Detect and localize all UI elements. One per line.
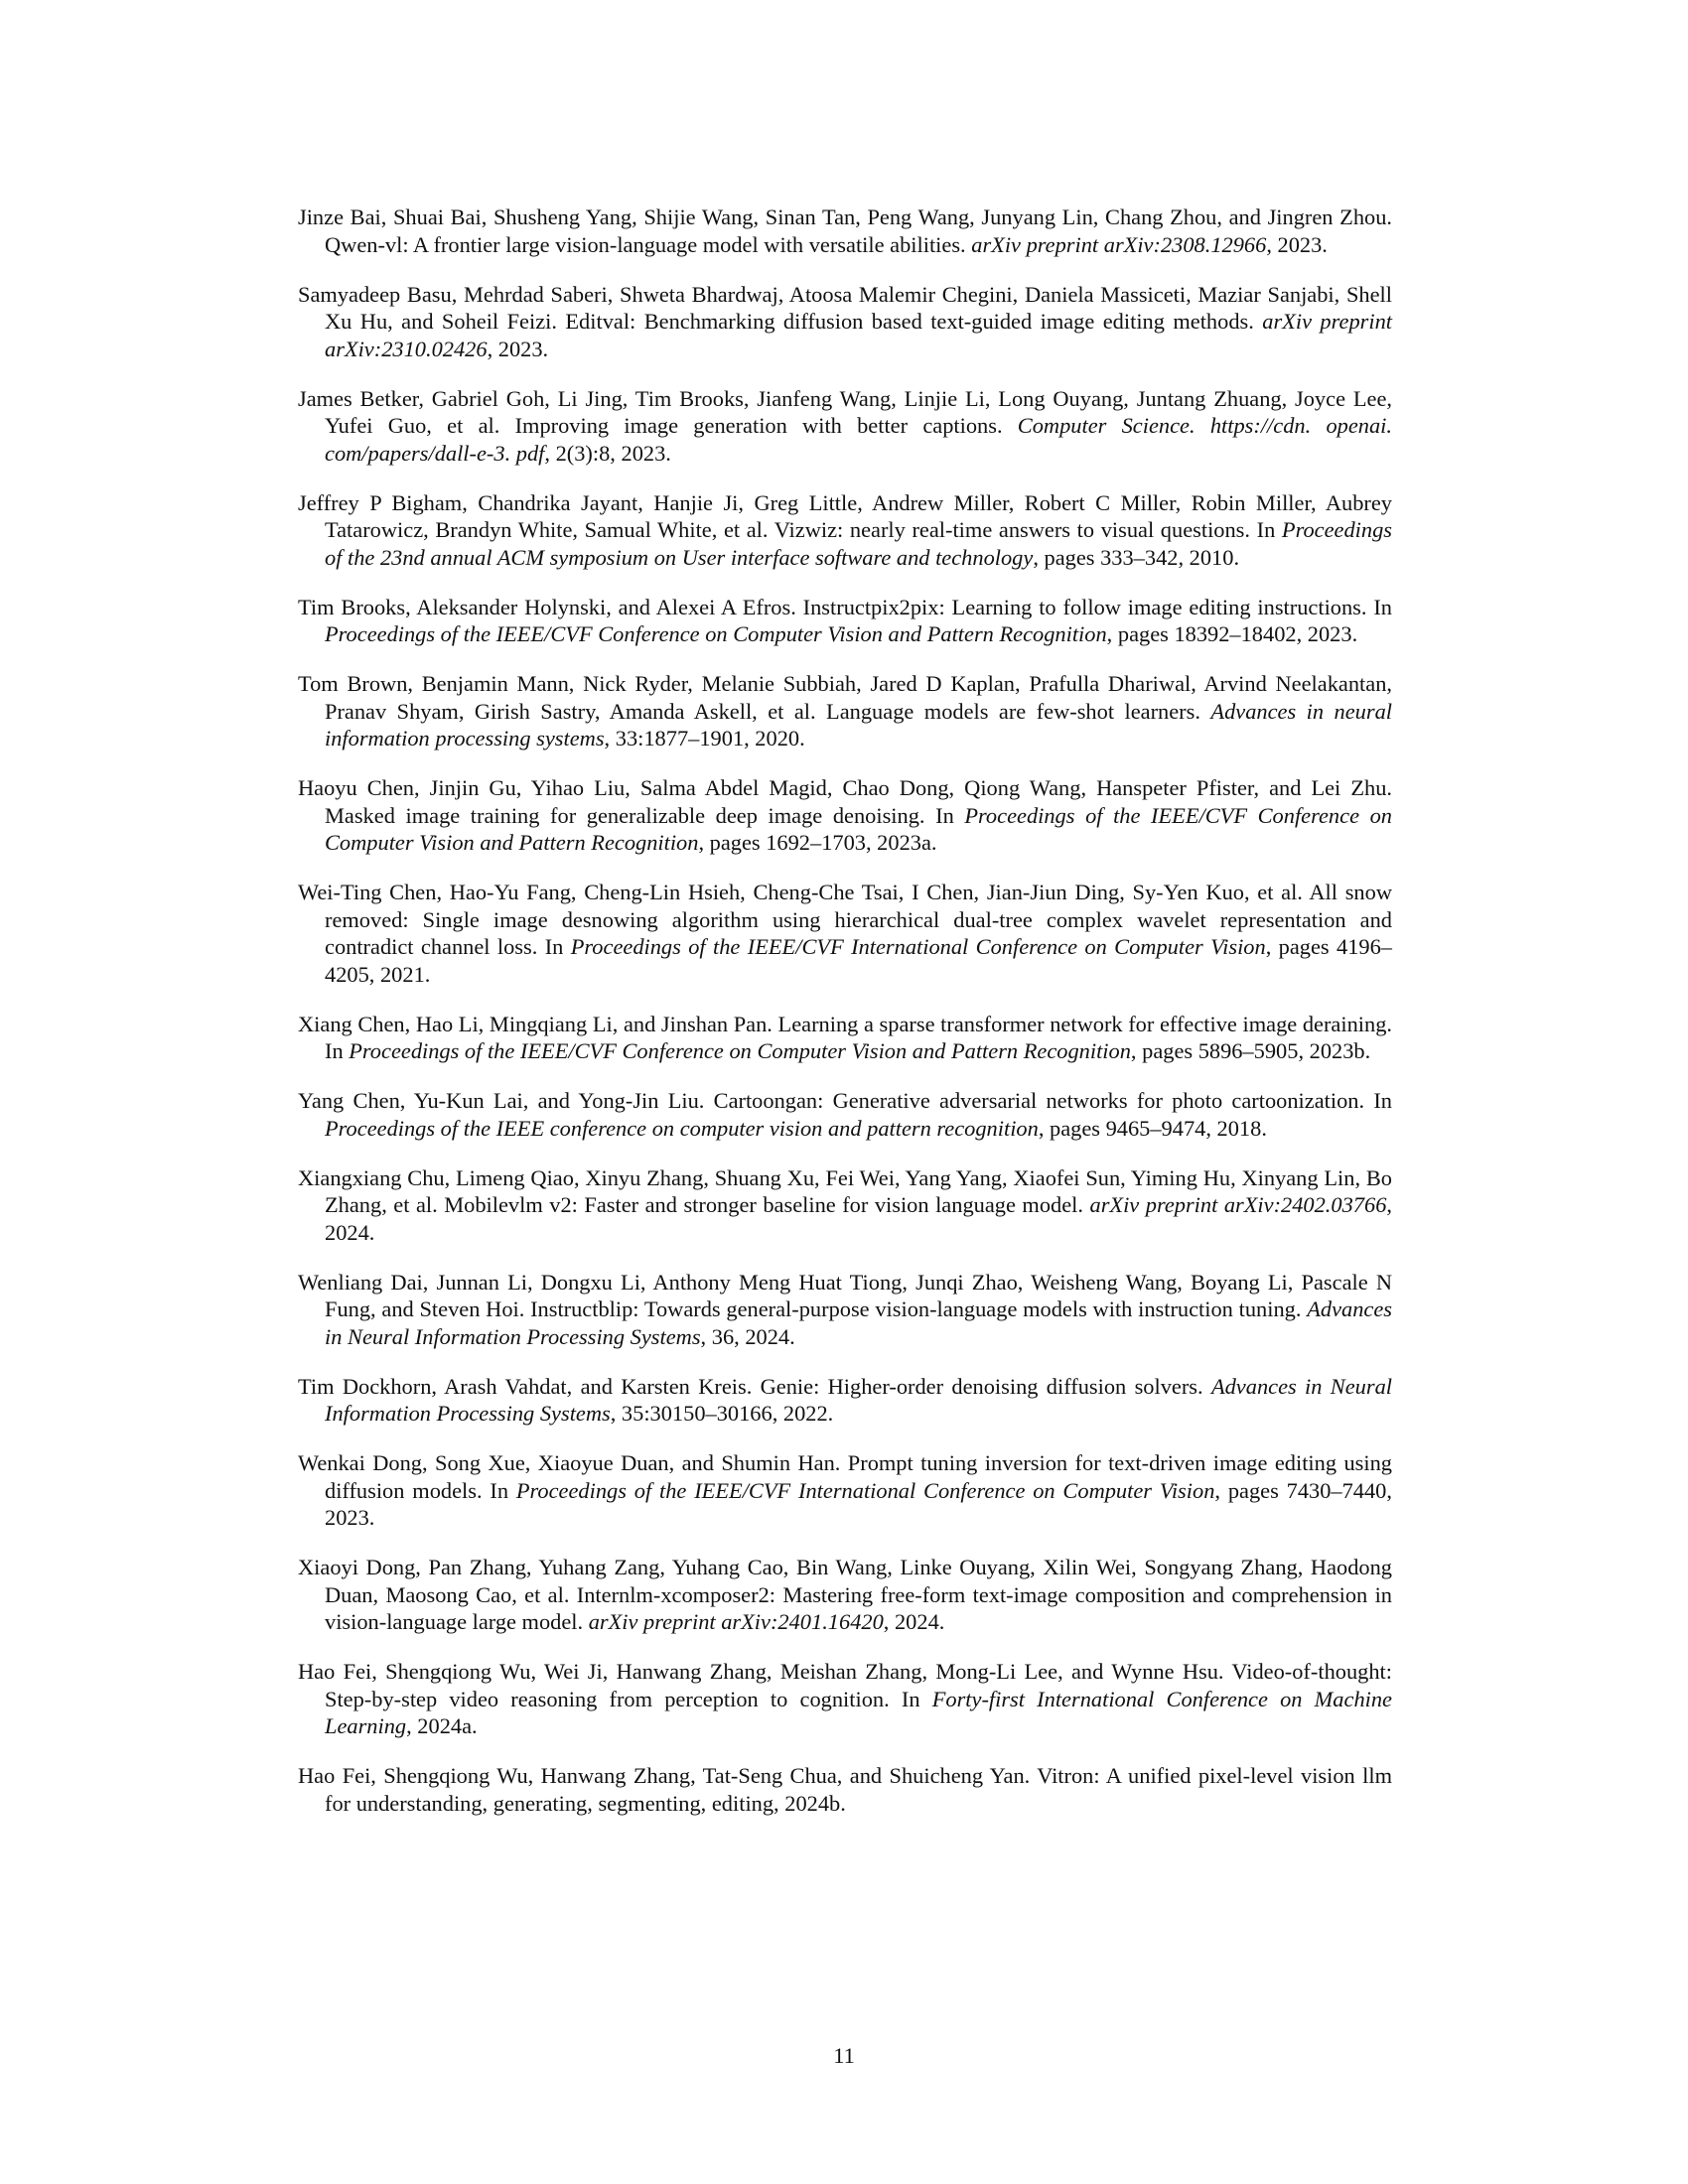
reference-venue: Advances in Neural Information Processing Systems bbox=[325, 1297, 1392, 1349]
reference-text: Jeffrey P Bigham, Chandrika Jayant, Hanjie Ji, Greg Little, Andrew Miller, Robert C Miller, Robin Miller, Aubrey Tatarowicz, Brandyn White, Samual White, et al. Vizwiz: nearly real-time answers to visual questions. In bbox=[298, 489, 1392, 542]
reference-text: Haoyu Chen, Jinjin Gu, Yihao Liu, Salma Abdel Magid, Chao Dong, Qiong Wang, Hanspeter Pfister, and Lei Zhu. Masked image training for generalizable deep image denoising. In bbox=[298, 775, 1392, 828]
reference-entry bbox=[298, 1762, 1392, 1817]
reference-details: , 2024. bbox=[325, 1192, 1392, 1245]
reference-venue: arXiv preprint arXiv:2308.12966 bbox=[971, 231, 1267, 257]
reference-details: , 36, 2024. bbox=[700, 1323, 795, 1349]
reference-venue: Forty-first International Conference on Machine Learning bbox=[325, 1686, 1392, 1738]
reference-details: , 2023. bbox=[487, 336, 549, 361]
reference-entry bbox=[298, 1164, 1392, 1247]
reference-entry bbox=[298, 1658, 1392, 1740]
reference-venue: Computer Science. https://cdn. openai. com/papers/dall-e-3. pdf bbox=[325, 413, 1392, 466]
reference-entry bbox=[298, 670, 1392, 752]
reference-venue: Proceedings of the 23nd annual ACM symposium on User interface software and technology bbox=[325, 517, 1392, 570]
reference-text: Tim Brooks, Aleksander Holynski, and Alexei A Efros. Instructpix2pix: Learning to follow image editing instructions. In bbox=[298, 594, 1392, 619]
reference-venue: Advances in neural information processing systems bbox=[325, 698, 1392, 751]
reference-text: Wenkai Dong, Song Xue, Xiaoyue Duan, and Shumin Han. Prompt tuning inversion for text-driven image editing using diffusion models. In bbox=[298, 1450, 1392, 1503]
reference-venue: Proceedings of the IEEE/CVF Conference on Computer Vision and Pattern Recognition bbox=[325, 802, 1392, 855]
reference-details: , pages 1692–1703, 2023a. bbox=[698, 830, 937, 855]
reference-details: , 2024a. bbox=[406, 1713, 478, 1738]
reference-venue: Proceedings of the IEEE/CVF International Conference on Computer Vision bbox=[515, 1477, 1215, 1503]
reference-details: , 2023. bbox=[1266, 231, 1328, 257]
reference-entry bbox=[298, 1087, 1392, 1142]
reference-text: Xiaoyi Dong, Pan Zhang, Yuhang Zang, Yuhang Cao, Bin Wang, Linke Ouyang, Xilin Wei, Songyang Zhang, Haodong Duan, Maosong Cao, et al. Internlm-xcomposer2: Mastering free-form text-image composition and comprehension in vision-language large model. bbox=[298, 1555, 1392, 1634]
reference-entry bbox=[298, 1554, 1392, 1636]
reference-venue: arXiv preprint arXiv:2401.16420 bbox=[588, 1609, 884, 1634]
reference-text: James Betker, Gabriel Goh, Li Jing, Tim Brooks, Jianfeng Wang, Linjie Li, Long Ouyang, Juntang Zhuang, Joyce Lee, Yufei Guo, et al. Improving image generation with better captions. bbox=[298, 385, 1392, 438]
reference-details: , pages 5896–5905, 2023b. bbox=[1130, 1038, 1371, 1063]
reference-venue: Proceedings of the IEEE conference on computer vision and pattern recognition bbox=[325, 1115, 1039, 1141]
reference-text: Hao Fei, Shengqiong Wu, Wei Ji, Hanwang Zhang, Meishan Zhang, Mong-Li Lee, and Wynne Hsu. Video-of-thought: Step-by-step video reasoning from perception to cognition. In bbox=[298, 1659, 1392, 1711]
reference-entry bbox=[298, 879, 1392, 988]
reference-venue: Proceedings of the IEEE/CVF Conference on Computer Vision and Pattern Recognition bbox=[325, 621, 1107, 646]
reference-text: Xiangxiang Chu, Limeng Qiao, Xinyu Zhang, Shuang Xu, Fei Wei, Yang Yang, Xiaofei Sun, Yiming Hu, Xinyang Lin, Bo Zhang, et al. Mobilevlm v2: Faster and stronger baseline for vision language model. bbox=[298, 1164, 1392, 1217]
reference-details: , pages 9465–9474, 2018. bbox=[1038, 1115, 1267, 1141]
reference-entry bbox=[298, 281, 1392, 363]
reference-entry bbox=[298, 204, 1392, 258]
reference-details: , pages 333–342, 2010. bbox=[1033, 544, 1240, 570]
reference-text: Jinze Bai, Shuai Bai, Shusheng Yang, Shijie Wang, Sinan Tan, Peng Wang, Junyang Lin, Chang Zhou, and Jingren Zhou. Qwen-vl: A frontier large vision-language model with versatile abilities. bbox=[298, 205, 1392, 257]
reference-list bbox=[298, 204, 1392, 1840]
reference-details: , pages 4196–4205, 2021. bbox=[325, 934, 1392, 987]
reference-entry bbox=[298, 1011, 1392, 1065]
page-number: 11 bbox=[833, 2043, 855, 2068]
reference-text: Hao Fei, Shengqiong Wu, Hanwang Zhang, Tat-Seng Chua, and Shuicheng Yan. Vitron: A unified pixel-level vision llm for understanding, generating, segmenting, editing, 2024b. bbox=[298, 1763, 1392, 1816]
reference-details: , 2024. bbox=[883, 1609, 945, 1634]
reference-text: Tom Brown, Benjamin Mann, Nick Ryder, Melanie Subbiah, Jared D Kaplan, Prafulla Dhariwal, Arvind Neelakantan, Pranav Shyam, Girish Sastry, Amanda Askell, et al. Language models are few-shot learners. bbox=[298, 671, 1392, 724]
reference-entry bbox=[298, 1373, 1392, 1428]
reference-venue: arXiv preprint arXiv:2402.03766 bbox=[1089, 1192, 1387, 1217]
reference-venue: Proceedings of the IEEE/CVF International Conference on Computer Vision bbox=[570, 934, 1266, 959]
reference-entry bbox=[298, 774, 1392, 857]
reference-details: , 35:30150–30166, 2022. bbox=[610, 1401, 834, 1426]
reference-details: , 33:1877–1901, 2020. bbox=[604, 726, 805, 751]
reference-details: , pages 18392–18402, 2023. bbox=[1106, 621, 1358, 646]
reference-text: Tim Dockhorn, Arash Vahdat, and Karsten Kreis. Genie: Higher-order denoising diffusion solvers. bbox=[298, 1373, 1211, 1399]
reference-entry bbox=[298, 1449, 1392, 1532]
reference-details: , pages 7430–7440, 2023. bbox=[325, 1477, 1392, 1530]
reference-text: Wei-Ting Chen, Hao-Yu Fang, Cheng-Lin Hsieh, Cheng-Che Tsai, I Chen, Jian-Jiun Ding, Sy-Yen Kuo, et al. All snow removed: Single image desnowing algorithm using hierarchical dual-tree complex wavelet representation and contradict channel loss. In bbox=[298, 880, 1392, 959]
reference-entry bbox=[298, 594, 1392, 648]
reference-entry bbox=[298, 1269, 1392, 1351]
reference-text: Xiang Chen, Hao Li, Mingqiang Li, and Jinshan Pan. Learning a sparse transformer network for effective image deraining. In bbox=[298, 1011, 1392, 1063]
reference-venue: Proceedings of the IEEE/CVF Conference on Computer Vision and Pattern Recognition bbox=[349, 1038, 1131, 1063]
reference-entry bbox=[298, 385, 1392, 468]
reference-venue: Advances in Neural Information Processing Systems bbox=[325, 1373, 1392, 1426]
reference-entry bbox=[298, 489, 1392, 572]
reference-venue: arXiv preprint arXiv:2310.02426 bbox=[325, 309, 1392, 361]
reference-details: , 2(3):8, 2023. bbox=[544, 440, 671, 466]
reference-text: Wenliang Dai, Junnan Li, Dongxu Li, Anthony Meng Huat Tiong, Junqi Zhao, Weisheng Wang, Boyang Li, Pascale N Fung, and Steven Hoi. Instructblip: Towards general-purpose vision-language models with instruction tuning. bbox=[298, 1269, 1392, 1321]
reference-text: Samyadeep Basu, Mehrdad Saberi, Shweta Bhardwaj, Atoosa Malemir Chegini, Daniela Massiceti, Maziar Sanjabi, Shell Xu Hu, and Soheil Feizi. Editval: Benchmarking diffusion based text-guided image editing methods. bbox=[298, 281, 1392, 334]
reference-text: Yang Chen, Yu-Kun Lai, and Yong-Jin Liu. Cartoongan: Generative adversarial networks for photo cartoonization. In bbox=[298, 1088, 1392, 1113]
